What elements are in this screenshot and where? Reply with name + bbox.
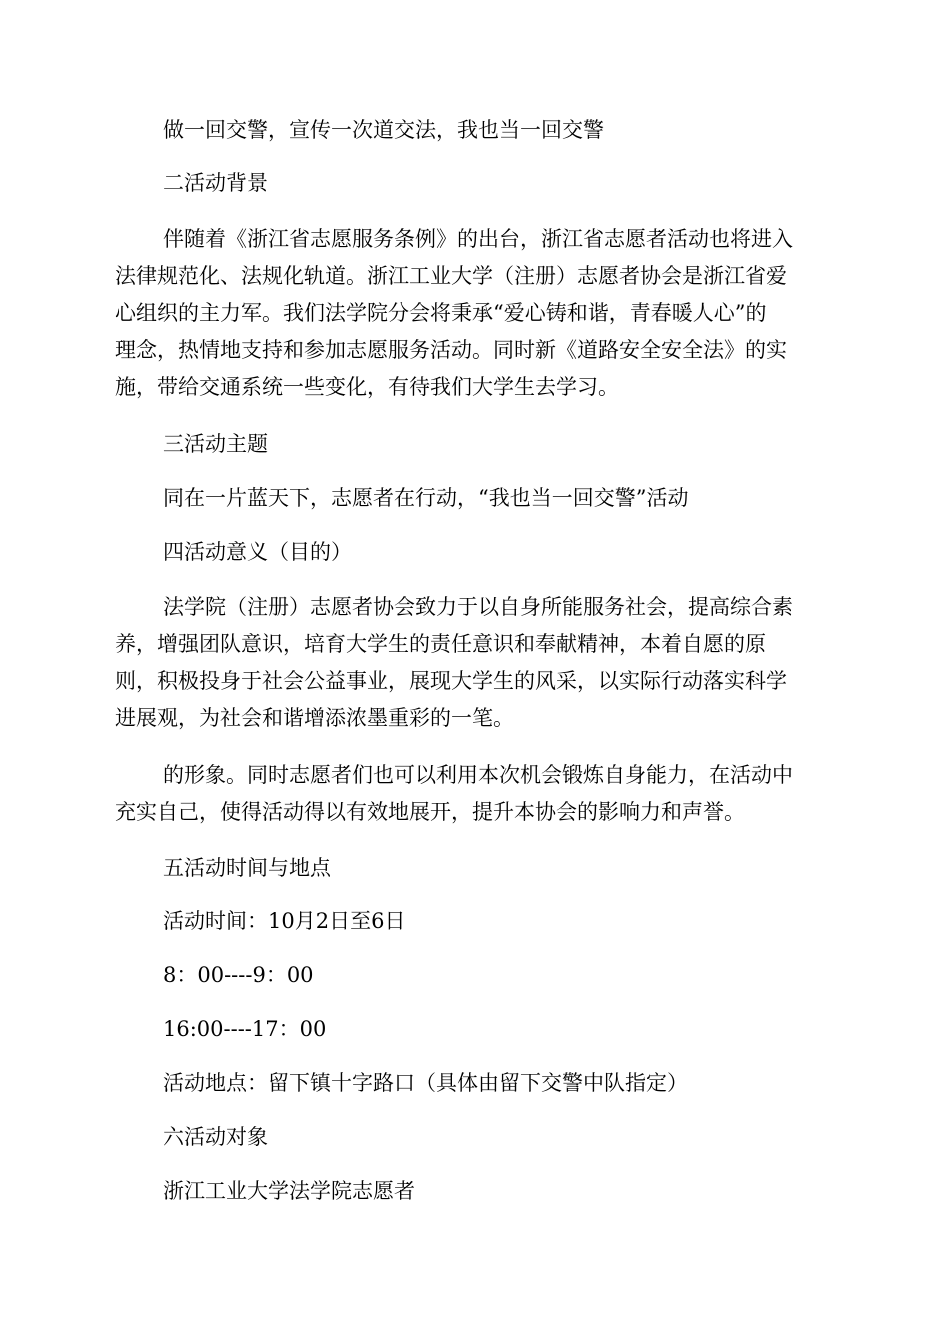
paragraph-line: 伴随着《浙江省志愿服务条例》的出台，浙江省志愿者活动也将进入 — [163, 227, 793, 251]
heading-theme: 三活动主题 — [163, 432, 268, 456]
place-line: 活动地点：留下镇十字路口（具体由留下交警中队指定） — [163, 1071, 688, 1095]
heading-target: 六活动对象 — [163, 1125, 268, 1149]
paragraph-line: 心组织的主力军。我们法学院分会将秉承“爱心铸和谐，青春暖人心”的 — [115, 301, 767, 325]
paragraph-line: 的形象。同时志愿者们也可以利用本次机会锻炼自身能力，在活动中 — [163, 763, 793, 787]
paragraph-line: 理念，热情地支持和参加志愿服务活动。同时新《道路安全安全法》的实 — [115, 338, 787, 362]
afternoon-slot: 16:00----17：00 — [163, 1017, 327, 1041]
time-line: 活动时间：10月2日至6日 — [163, 909, 406, 933]
heading-purpose: 四活动意义（目的） — [163, 540, 352, 564]
paragraph-line: 施，带给交通系统一些变化，有待我们大学生去学习。 — [115, 375, 619, 399]
morning-slot: 8：00----9：00 — [163, 963, 314, 987]
paragraph-line: 养，增强团队意识，培育大学生的责任意识和奉献精神，本着自愿的原 — [115, 632, 766, 656]
paragraph-line: 充实自己，使得活动得以有效地展开，提升本协会的影响力和声誉。 — [115, 800, 745, 824]
heading-time-place: 五活动时间与地点 — [163, 856, 331, 880]
target-line: 浙江工业大学法学院志愿者 — [163, 1179, 415, 1203]
paragraph-line: 则，积极投身于社会公益事业，展现大学生的风采，以实际行动落实科学 — [115, 669, 787, 693]
heading-background: 二活动背景 — [163, 171, 268, 195]
intro-line: 做一回交警，宣传一次道交法，我也当一回交警 — [163, 118, 604, 142]
paragraph-line: 法学院（注册）志愿者协会致力于以自身所能服务社会，提高综合素 — [163, 595, 793, 619]
theme-line: 同在一片蓝天下，志愿者在行动，“我也当一回交警”活动 — [163, 486, 689, 510]
paragraph-line: 法律规范化、法规化轨道。浙江工业大学（注册）志愿者协会是浙江省爱 — [115, 264, 787, 288]
paragraph-line: 进展观，为社会和谐增添浓墨重彩的一笔。 — [115, 706, 514, 730]
